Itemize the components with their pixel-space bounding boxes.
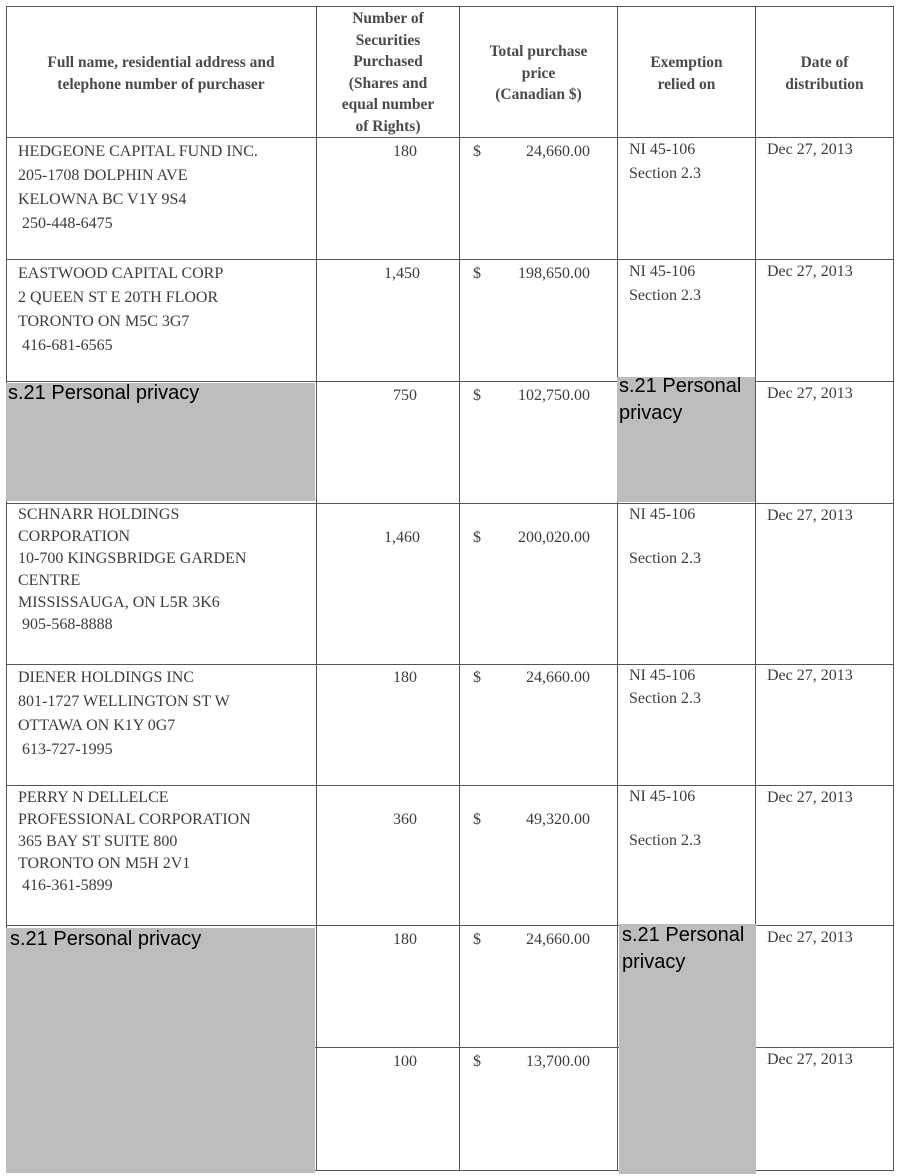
header-price — [461, 41, 616, 106]
spacer — [629, 808, 701, 830]
currency-symbol: $ — [473, 669, 481, 686]
purchaser-phone: 905-568-8888 — [18, 616, 113, 633]
exemption-section: Section 2.3 — [629, 165, 701, 182]
header-line: (Canadian $) — [495, 86, 582, 103]
purchaser-address: CENTRE — [18, 572, 81, 589]
spacer — [629, 526, 701, 548]
exemption-cell — [629, 260, 701, 308]
price-value: 49,320.00 — [526, 811, 590, 828]
purchaser-name: DIENER HOLDINGS INC — [18, 669, 194, 686]
currency-symbol: $ — [473, 529, 481, 546]
purchaser-address: 801-1727 WELLINGTON ST W — [18, 693, 230, 710]
securities-value: 360 — [393, 811, 417, 828]
distribution-date: Dec 27, 2013 — [767, 263, 853, 280]
price-value: 102,750.00 — [518, 387, 590, 404]
purchaser-city: KELOWNA BC V1Y 9S4 — [18, 191, 187, 208]
purchaser-cell — [18, 140, 258, 236]
distribution-date: Dec 27, 2013 — [767, 667, 853, 684]
header-line: equal number — [341, 96, 435, 113]
exemption-cell — [629, 786, 701, 852]
distribution-date: Dec 27, 2013 — [767, 141, 853, 158]
header-exemption — [619, 52, 754, 95]
header-line: (Shares and — [348, 74, 428, 92]
redaction-label-line: privacy — [622, 951, 686, 973]
distribution-date: Dec 27, 2013 — [767, 789, 853, 806]
purchaser-name: EASTWOOD CAPITAL CORP — [18, 265, 224, 282]
exemption-cell — [629, 138, 701, 186]
purchaser-cell — [18, 666, 230, 762]
column-divider — [316, 6, 317, 1171]
currency-symbol: $ — [473, 265, 481, 282]
purchaser-name: PERRY N DELLELCE — [18, 789, 169, 806]
exemption-cell — [629, 664, 701, 710]
row-divider — [6, 785, 894, 786]
header-line: Securities — [355, 31, 421, 49]
securities-value: 100 — [393, 1053, 417, 1070]
currency-symbol: $ — [473, 387, 481, 404]
distribution-date: Dec 27, 2013 — [767, 929, 853, 946]
exemption-rule: NI 45-106 — [629, 141, 696, 158]
redaction-label — [622, 922, 744, 976]
purchaser-city: TORONTO ON M5C 3G7 — [18, 313, 190, 330]
purchaser-address: 2 QUEEN ST E 20TH FLOOR — [18, 289, 219, 306]
price-value: 24,660.00 — [526, 931, 590, 948]
exemption-rule: NI 45-106 — [629, 263, 696, 280]
purchaser-name: PROFESSIONAL CORPORATION — [18, 811, 251, 828]
purchaser-address: 365 BAY ST SUITE 800 — [18, 833, 178, 850]
header-line: Full name, residential address and — [47, 54, 275, 71]
currency-symbol: $ — [473, 143, 481, 160]
header-line: relied on — [657, 75, 716, 93]
purchaser-name: CORPORATION — [18, 528, 131, 545]
redaction-label-line: s.21 Personal — [619, 375, 742, 397]
price-value: 200,020.00 — [518, 529, 590, 546]
price-value: 24,660.00 — [526, 143, 590, 160]
currency-symbol: $ — [473, 811, 481, 828]
price-value: 24,660.00 — [526, 669, 590, 686]
purchaser-city: TORONTO ON M5H 2V1 — [18, 855, 191, 872]
exemption-section: Section 2.3 — [629, 287, 701, 304]
column-divider — [617, 6, 618, 1171]
header-line: telephone number of purchaser — [57, 75, 265, 93]
header-line: Total purchase — [489, 43, 588, 60]
purchaser-phone: 613-727-1995 — [18, 741, 113, 758]
distribution-date: Dec 27, 2013 — [767, 1051, 853, 1068]
purchaser-cell — [18, 504, 246, 636]
securities-value: 180 — [393, 669, 417, 686]
redaction-label-line: s.21 Personal — [622, 924, 745, 946]
header-line: Date of — [800, 54, 849, 71]
exemption-rule: NI 45-106 — [629, 667, 696, 684]
row-divider — [6, 259, 894, 260]
header-line: distribution — [785, 75, 864, 93]
exemption-rule: NI 45-106 — [629, 788, 696, 805]
price-value: 198,650.00 — [518, 265, 590, 282]
distribution-date: Dec 27, 2013 — [767, 385, 853, 402]
redaction-box — [6, 928, 315, 1173]
header-line: Number of — [352, 10, 424, 27]
securities-value: 180 — [393, 931, 417, 948]
header-line: Purchased — [353, 53, 423, 70]
purchaser-cell — [18, 262, 223, 358]
redaction-label — [619, 373, 741, 427]
column-divider — [459, 6, 460, 1171]
header-securities — [318, 8, 458, 137]
currency-symbol: $ — [473, 1053, 481, 1070]
row-divider — [6, 664, 894, 665]
exemption-cell — [629, 504, 701, 570]
purchaser-phone: 416-681-6565 — [18, 337, 113, 354]
securities-value: 1,460 — [384, 529, 420, 546]
purchaser-address: 205-1708 DOLPHIN AVE — [18, 167, 188, 184]
exemption-rule: NI 45-106 — [629, 506, 696, 523]
header-line: of Rights) — [355, 117, 421, 135]
header-purchaser — [8, 52, 314, 95]
currency-symbol: $ — [473, 931, 481, 948]
purchaser-city: OTTAWA ON K1Y 0G7 — [18, 717, 176, 734]
exemption-section: Section 2.3 — [629, 832, 701, 849]
securities-value: 1,450 — [384, 265, 420, 282]
purchaser-phone: 250-448-6475 — [18, 215, 113, 232]
purchaser-name: HEDGEONE CAPITAL FUND INC. — [18, 143, 258, 160]
price-value: 13,700.00 — [526, 1053, 590, 1070]
distribution-date: Dec 27, 2013 — [767, 507, 853, 524]
redaction-label-line: privacy — [619, 402, 683, 424]
exemption-section: Section 2.3 — [629, 550, 701, 567]
purchaser-phone: 416-361-5899 — [18, 877, 113, 894]
table-border-top — [6, 6, 894, 7]
header-date — [757, 52, 892, 95]
purchaser-city: MISSISSAUGA, ON L5R 3K6 — [18, 594, 220, 611]
table-border-right — [893, 6, 894, 1171]
exemption-section: Section 2.3 — [629, 690, 701, 707]
redaction-label: s.21 Personal privacy — [10, 928, 202, 950]
header-line: Exemption — [650, 54, 723, 71]
purchaser-name: SCHNARR HOLDINGS — [18, 506, 180, 523]
header-line: price — [521, 64, 556, 82]
purchaser-cell — [18, 787, 251, 897]
securities-value: 180 — [393, 143, 417, 160]
redaction-label: s.21 Personal privacy — [8, 382, 200, 404]
row-divider — [6, 137, 894, 138]
purchaser-address: 10-700 KINGSBRIDGE GARDEN — [18, 550, 247, 567]
securities-value: 750 — [393, 387, 417, 404]
